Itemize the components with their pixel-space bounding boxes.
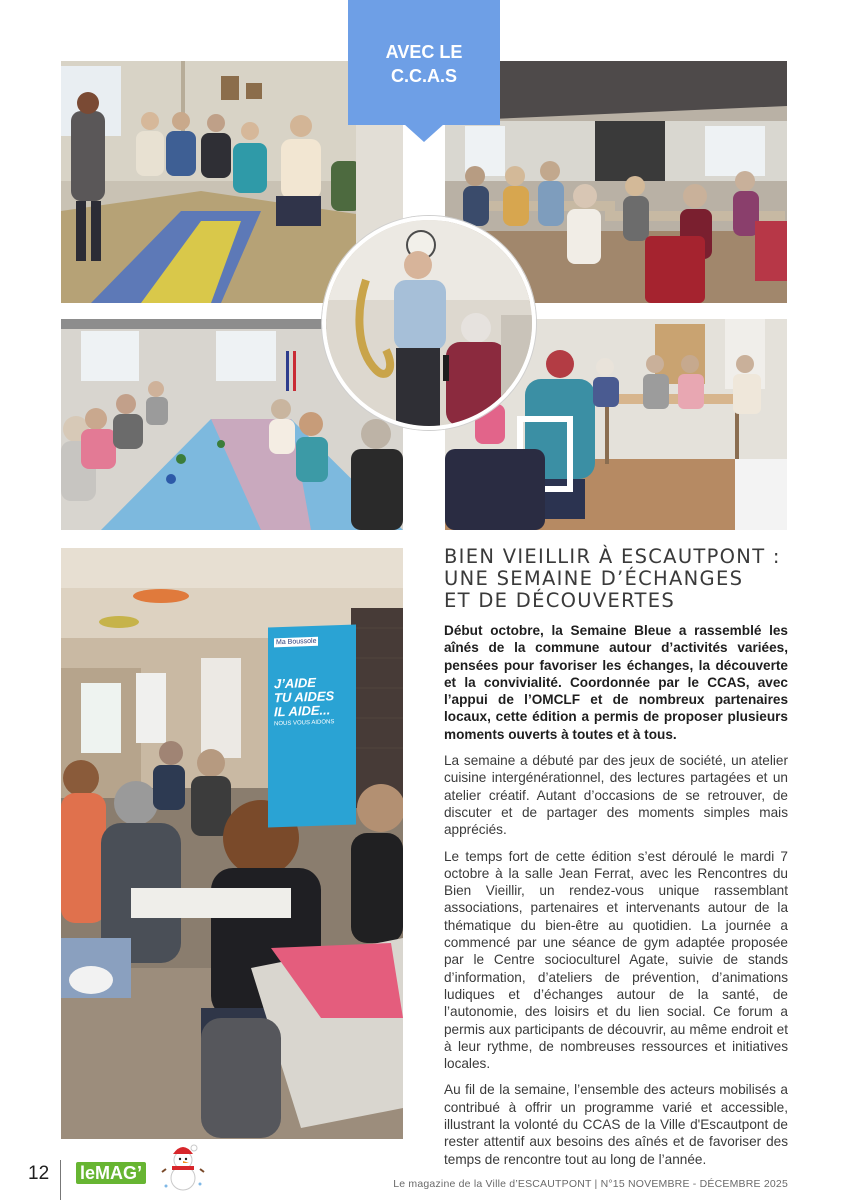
- headline-line2: UNE SEMAINE D’ÉCHANGES: [444, 567, 744, 590]
- banner-brand: Ma Boussole: [276, 637, 317, 647]
- article-headline: [444, 546, 789, 612]
- footer-divider: [60, 1160, 61, 1200]
- page-number: 12: [28, 1163, 50, 1184]
- article-intro: Début octobre, la Semaine Bleue a rassemblé les aînés de la commune autour d’activités variées, pensées pour favoriser les échanges, la découverte et la convivialité. Coordonnée par le CCAS, avec l’appui de l’OMCLF et de nombreux partenaires locaux, cette édition a permis de proposer plusieurs moments ouverts à toutes et à tous.: [444, 623, 788, 742]
- banner-line1: J’AIDE: [274, 674, 316, 692]
- article-body: [444, 622, 788, 1177]
- banner-line3: IL AIDE...: [274, 702, 331, 720]
- magazine-logo-mag: MAG’: [95, 1163, 143, 1183]
- footer-publication-info: Le magazine de la Ville d’ESCAUTPONT | N°15 NOVEMBRE - DÉCEMBRE 2025: [393, 1178, 788, 1190]
- section-tag: [348, 0, 500, 125]
- forum-banner: [268, 624, 356, 827]
- banner-line4: NOUS VOUS AIDONS: [274, 719, 335, 728]
- magazine-logo-le: le: [80, 1163, 96, 1183]
- snowman-icon: [158, 1142, 208, 1194]
- headline-line1: BIEN VIEILLIR À ESCAUTPONT :: [444, 545, 781, 568]
- magazine-logo: [76, 1162, 146, 1184]
- section-tag-pointer: [404, 124, 444, 142]
- headline-line3: ET DE DÉCOUVERTES: [444, 589, 676, 612]
- photo-inset-saxophonist: [322, 216, 536, 430]
- section-tag-line2: C.C.A.S: [390, 66, 457, 86]
- article-paragraph-1: La semaine a débuté par des jeux de société, un atelier cuisine intergénérationnel, des lectures partagées et un atelier créatif. Autant d’occasions de se retrouver, de discuter et de partager des moments simples mais appréciés.: [444, 753, 788, 838]
- section-tag-line1: AVEC LE: [385, 42, 463, 62]
- article-paragraph-2: Le temps fort de cette édition s’est déroulé le mardi 7 octobre à la salle Jean Ferrat, avec les Rencontres du Bien Vieillir, un rendez-vous unique rassemblant associations, partenaires et intervenants autour de la thématique du bien-être au quotidien. La journée a commencé par une séance de gym adaptée proposée par le Centre socioculturel Agate, suivie de stands d’information, d’ateliers de prévention, d’animations ludiques et d’échanges autour de la santé, de l’autonomie, des loisirs et du lien social. Ce forum a permis aux participants de découvrir, au même endroit et à leur rythme, de nombreuses ressources et initiatives locales.: [444, 848, 788, 1072]
- banner-line2: TU AIDES: [274, 688, 335, 706]
- article-paragraph-3: Au fil de la semaine, l’ensemble des acteurs mobilisés a contribué à offrir un programme varié et accessible, illustrant la volonté du CCAS de la Ville d'Escautpont de rester attentif aux besoins des aînés et de favoriser des temps de rencontre tout au long de l’année.: [444, 1082, 788, 1167]
